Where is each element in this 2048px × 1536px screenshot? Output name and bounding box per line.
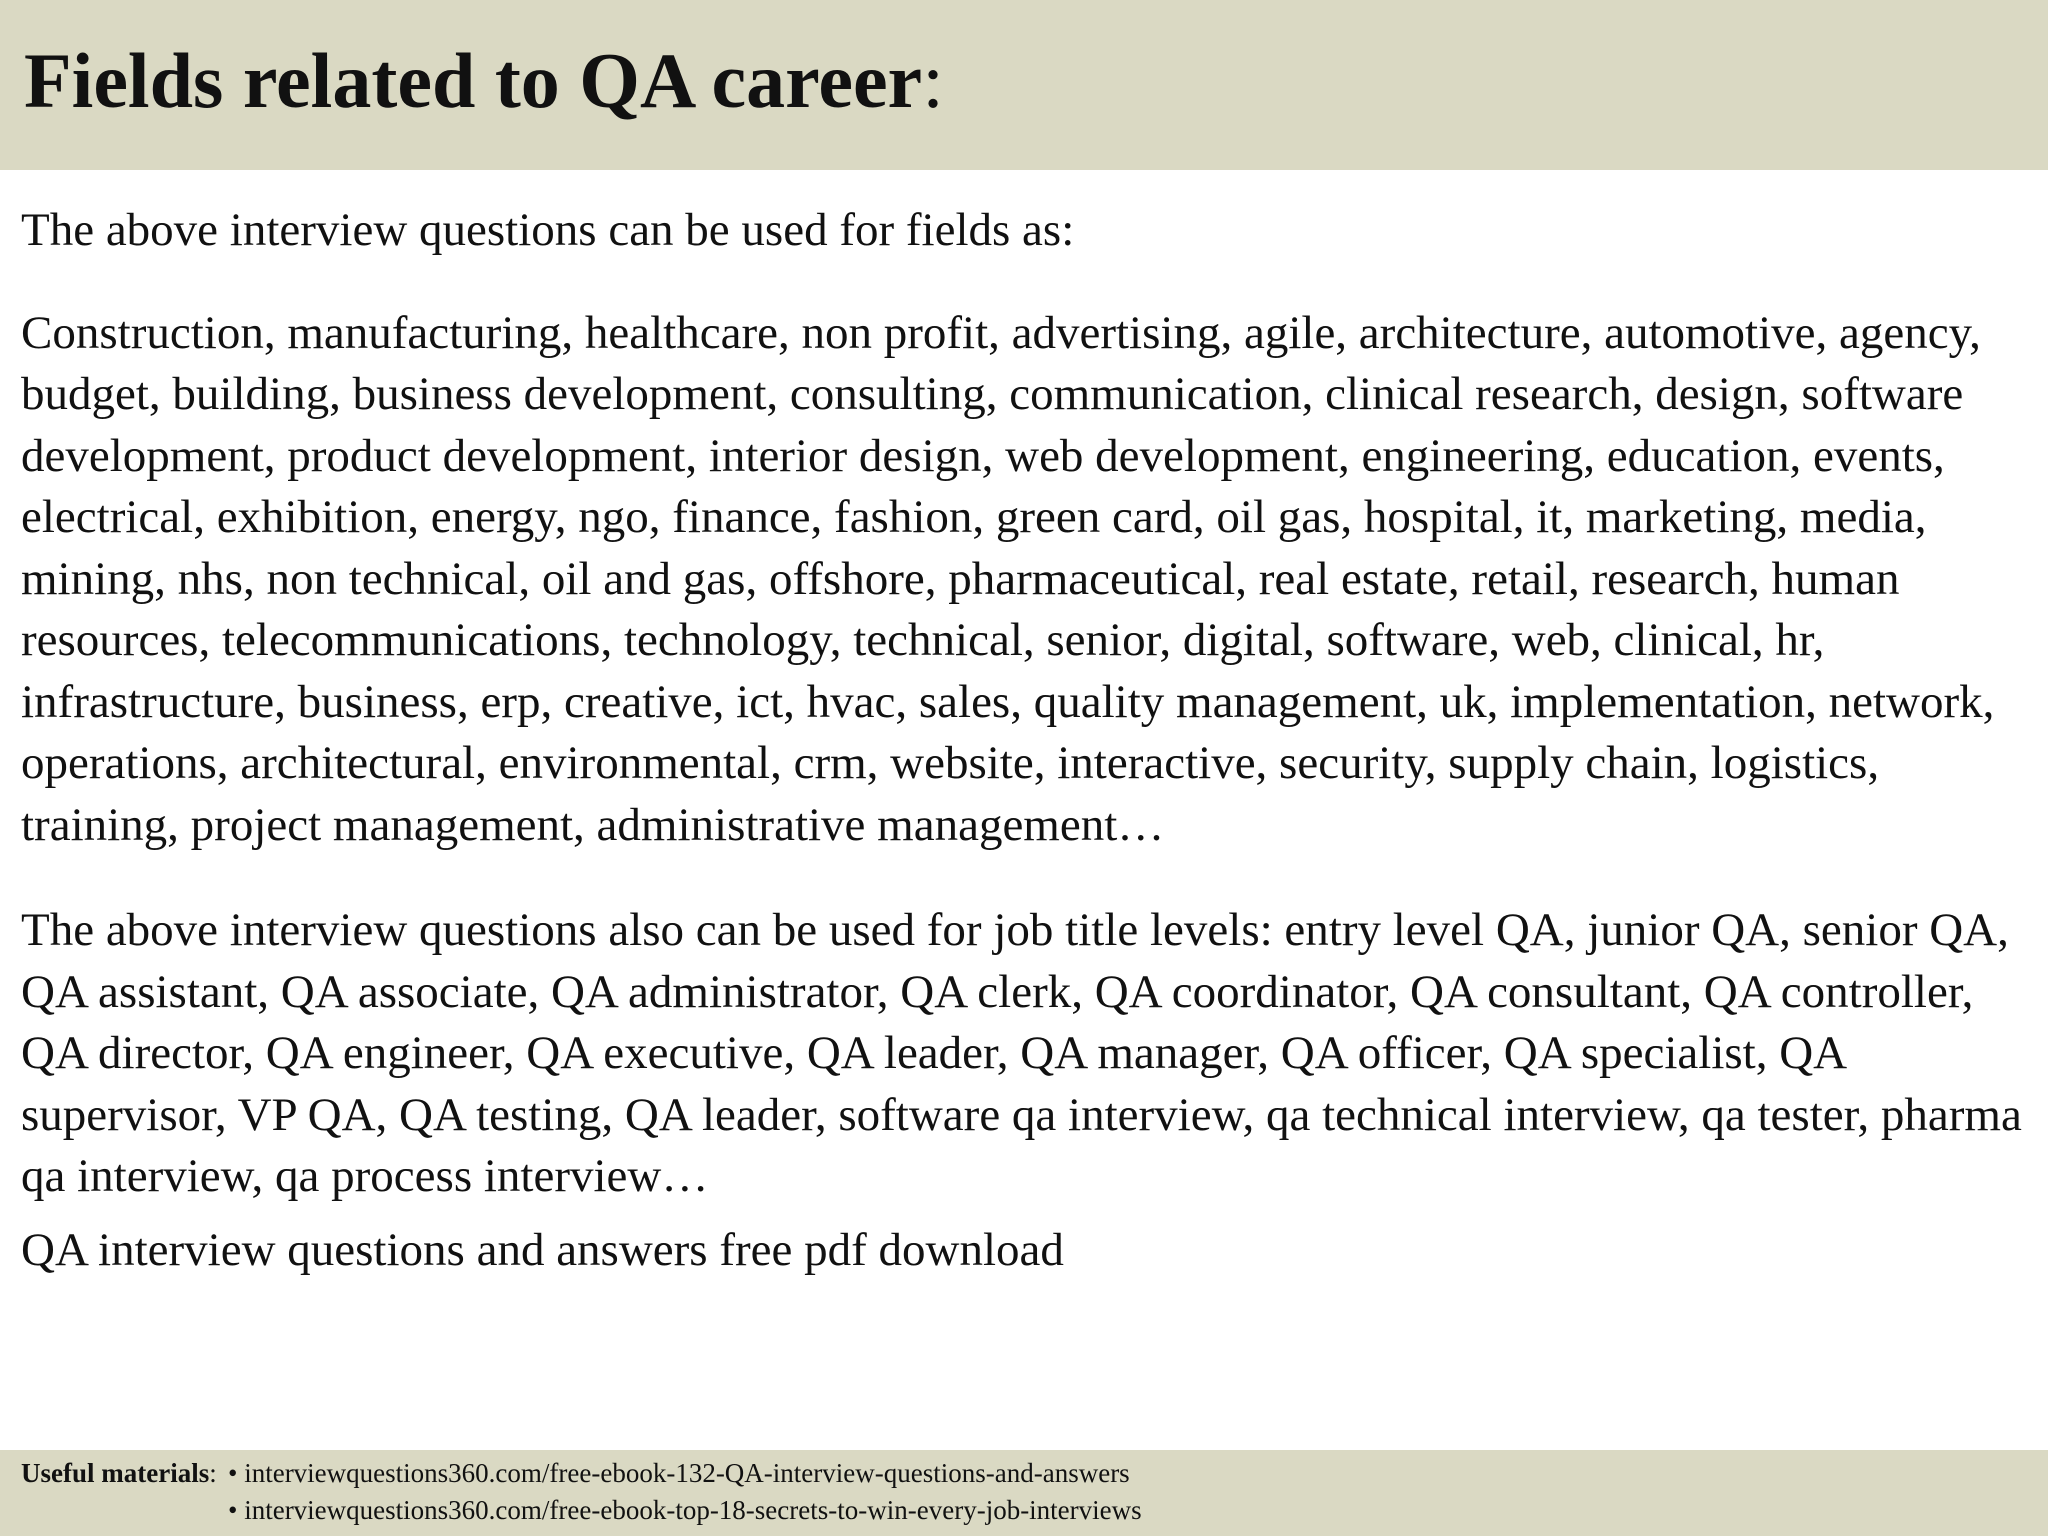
intro-paragraph: The above interview questions can be used for fields as: <box>21 204 1075 256</box>
footer-row-2 <box>21 1492 1142 1529</box>
ebook-link-interview-secrets[interactable]: • interviewquestions360.com/free-ebook-top-18-secrets-to-win-every-job-interviews <box>228 1495 1142 1525</box>
useful-materials-footer <box>21 1455 1142 1529</box>
title-bar <box>0 0 2048 170</box>
useful-materials-label <box>21 1455 228 1492</box>
job-levels-paragraph: The above interview questions also can be used for job title levels: entry level QA, junior QA, senior QA, QA assistant, QA associate, QA administrator, QA clerk, QA coordinator, QA consultant, QA controller, QA director, QA engineer, QA executive, QA leader, QA manager, QA officer, QA specialist, QA supervisor, VP QA, QA testing, QA leader, software qa interview, qa technical interview, qa tester, pharma qa interview, qa process interview… <box>21 904 2022 1202</box>
slide-title <box>24 37 944 124</box>
useful-materials-label-colon: : <box>209 1458 217 1488</box>
slide-body <box>21 200 2031 1281</box>
useful-materials-label-text: Useful materials <box>21 1458 210 1488</box>
fields-paragraph: Construction, manufacturing, healthcare, non profit, advertising, agile, architecture, automotive, agency, budget, building, business development, consulting, communication, clinical research, design, software development, product development, interior design, web development, engineering, education, events, electrical, exhibition, energy, ngo, finance, fashion, green card, oil gas, hospital, it, marketing, media, mining, nhs, non technical, oil and gas, offshore, pharmaceutical, real estate, retail, research, human resources, telecommunications, technology, technical, senior, digital, software, web, clinical, hr, infrastructure, business, erp, creative, ict, hvac, sales, quality management, uk, implementation, network, operations, architectural, environmental, crm, website, interactive, security, supply chain, logistics, training, project management, administrative management… <box>21 306 1995 851</box>
footer-row-1 <box>21 1455 1142 1492</box>
footer-label-spacer <box>21 1492 228 1529</box>
ebook-link-qa-questions[interactable]: • interviewquestions360.com/free-ebook-132-QA-interview-questions-and-answers <box>228 1458 1130 1488</box>
slide-title-text: Fields related to QA career <box>24 37 923 124</box>
download-note: QA interview questions and answers free pdf download <box>21 1223 1064 1276</box>
slide-title-colon: : <box>922 37 944 124</box>
